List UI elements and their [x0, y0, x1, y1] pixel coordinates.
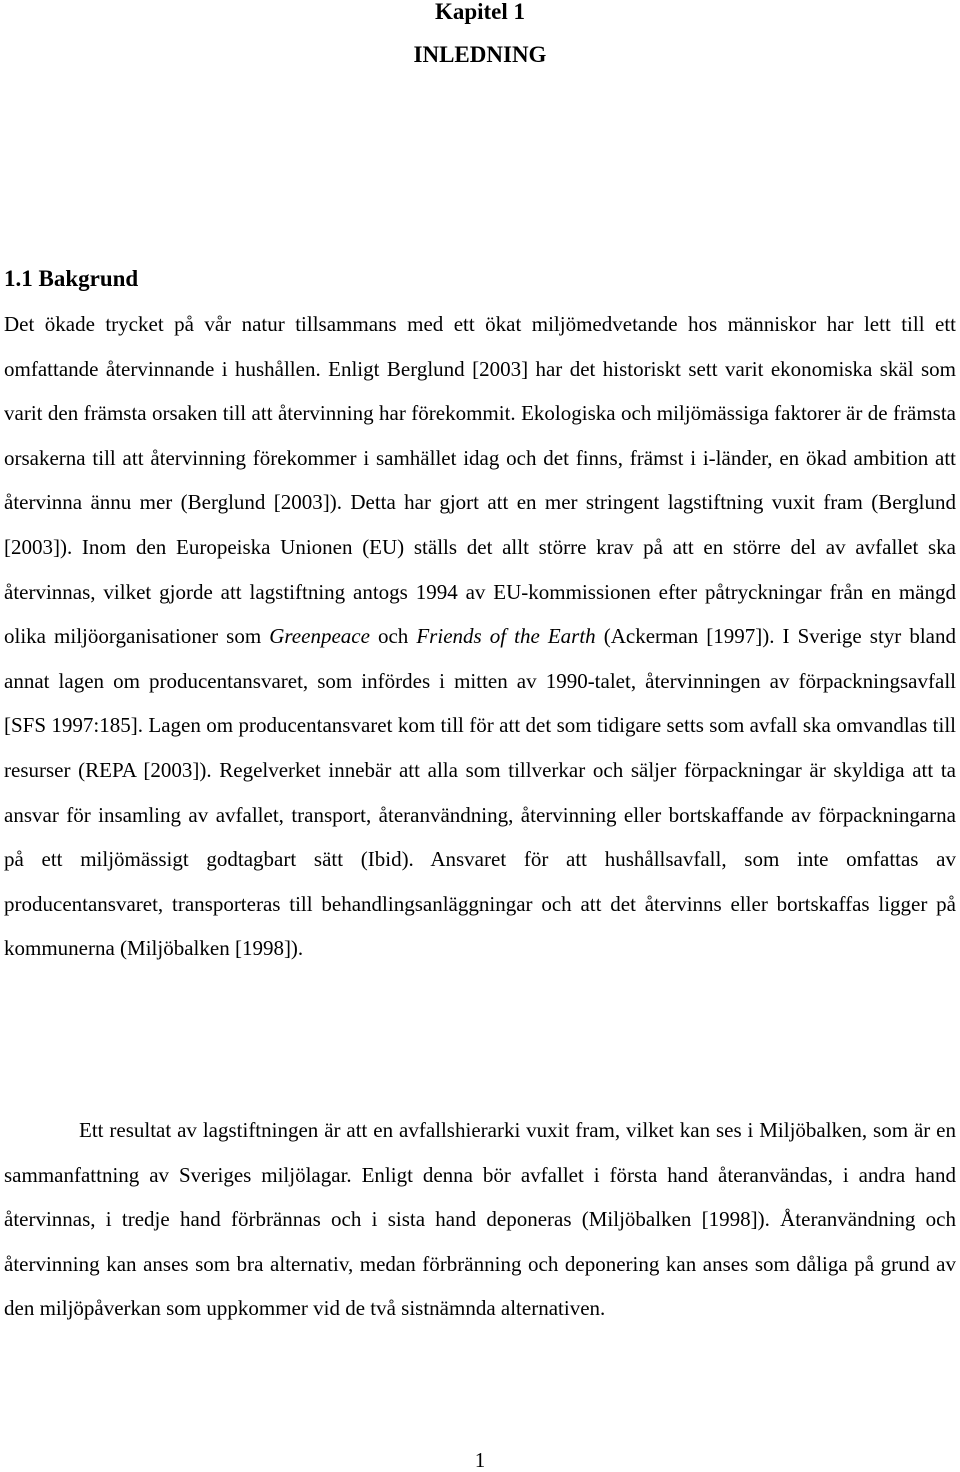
organization-name-greenpeace: Greenpeace	[269, 624, 370, 649]
chapter-label: Kapitel 1	[434, 0, 526, 24]
paragraph-text: och	[369, 624, 417, 649]
paragraph-background	[4, 302, 956, 971]
chapter-title: INLEDNING	[413, 42, 547, 67]
organization-name-friends-of-the-earth: Friends of the Earth	[416, 624, 596, 649]
page-number: 1	[474, 1448, 486, 1472]
paragraph-waste-hierarchy: Ett resultat av lagstiftningen är att en avfallshierarki vuxit fram, vilket kan ses i Miljöbalken, som är en sammanfattning av Sveriges miljölagar. Enligt denna bör avfallet i första hand återanvändas, i andra hand återvinnas, i tredje hand förbrännas och i sista hand deponeras (Miljöbalken [1998]). Återanvändning och återvinning kan anses som bra alternativ, medan förbränning och deponering kan anses som dåliga på grund av den miljöpåverkan som uppkommer vid de två sistnämnda alternativen.	[4, 1118, 956, 1321]
paragraph-text: Det ökade trycket på vår natur tillsammans med ett ökat miljömedvetande hos människor har lett till ett omfattande återvinnande i hushållen. Enligt Berglund [2003] har det historiskt sett varit ekonomiska skäl som varit den främsta orsaken till att återvinning har förekommit. Ekologiska och miljömässiga faktorer är de främsta orsakerna till att återvinning förekommer i samhället idag och det finns, främst i i-länder, en ökad ambition att återvinna ännu mer (Berglund [2003]). Detta har gjort att en mer stringent lagstiftning vuxit fram (Berglund [2003]). Inom den Europeiska Unionen (EU) ställs det allt större krav på att en större del av avfallet ska återvinnas, vilket gjorde att lagstiftning antogs 1994 av EU-kommissionen efter påtryckningar från en mängd olika miljöorganisationer som	[4, 312, 956, 649]
paragraph-text: (Ackerman [1997]). I Sverige styr bland annat lagen om producentansvaret, som infördes i mitten av 1990-talet, återvinningen av förpackningsavfall [SFS 1997:185]. Lagen om producentansvaret kom till för att det som tidigare setts som avfall ska omvandlas till resurser (REPA [2003]). Regelverket innebär att alla som tillverkar och säljer förpackningar är skyldiga att ta ansvar för insamling av avfallet, transport, återanvändning, återvinning eller bortskaffande av förpackningarna på ett miljömässigt godtagbart sätt (Ibid). Ansvaret för att hushållsavfall, som inte omfattas av producentansvaret, transporteras till behandlingsanläggningar och att det återvinns eller bortskaffas ligger på kommunerna (Miljöbalken [1998]).	[4, 624, 956, 961]
section-heading: 1.1 Bakgrund	[4, 266, 139, 291]
